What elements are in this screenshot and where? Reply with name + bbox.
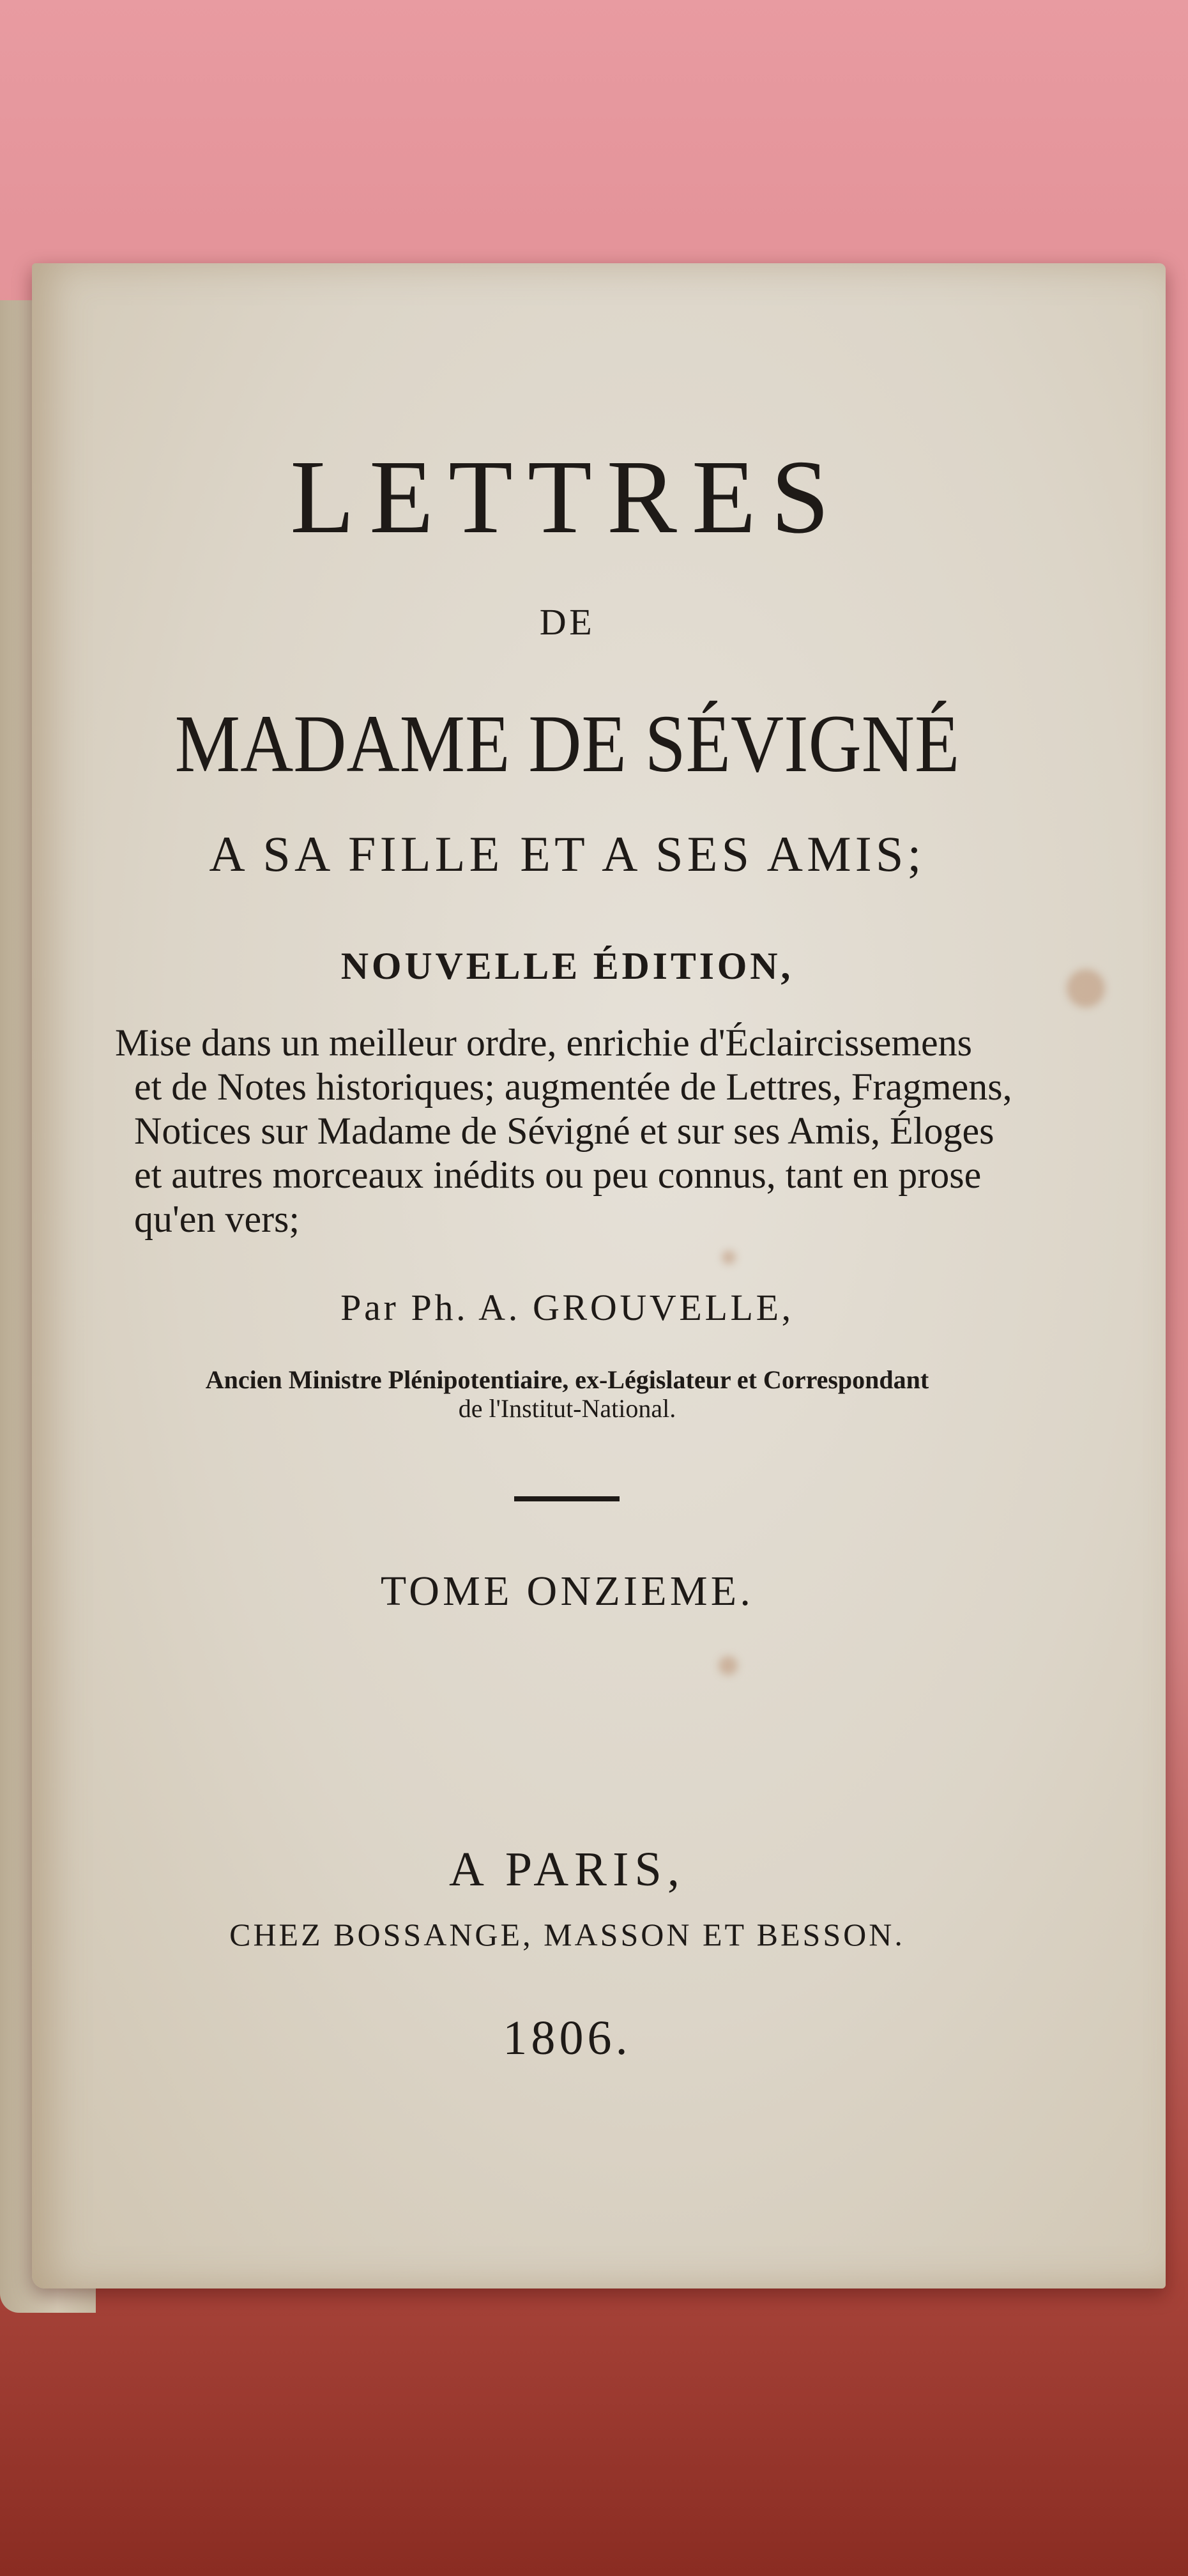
title-de: DE — [539, 601, 595, 643]
description-line: et autres morceaux inédits ou peu connus, tant en prose — [134, 1154, 982, 1196]
place: A PARIS, — [448, 1843, 686, 1896]
divider-rule — [514, 1496, 620, 1501]
description-line: et de Notes historiques; augmentée de Lettres, Fragmens, — [134, 1066, 1012, 1108]
editor-credentials-line: Ancien Ministre Plénipotentiaire, ex-Législateur et Correspondant — [205, 1365, 929, 1394]
year: 1806. — [503, 2011, 632, 2065]
subtitle: A SA FILLE ET A SES AMIS; — [209, 826, 925, 882]
description-line: Notices sur Madame de Sévigné et sur ses Amis, Éloges — [134, 1110, 994, 1152]
description-line: Mise dans un meilleur ordre, enrichie d'Éclaircissemens — [115, 1022, 973, 1064]
author-name: MADAME DE SÉVIGNÉ — [174, 698, 960, 789]
description — [115, 1021, 1016, 1241]
edition: NOUVELLE ÉDITION, — [340, 945, 794, 987]
book-title: LETTRES — [290, 438, 844, 555]
publisher: CHEZ BOSSANGE, MASSON ET BESSON. — [229, 1917, 905, 1952]
editor-credentials-line: de l'Institut-National. — [458, 1394, 676, 1423]
volume: TOME ONZIEME. — [380, 1568, 754, 1614]
editor: Par Ph. A. GROUVELLE, — [340, 1287, 794, 1328]
description-line: qu'en vers; — [134, 1198, 300, 1240]
